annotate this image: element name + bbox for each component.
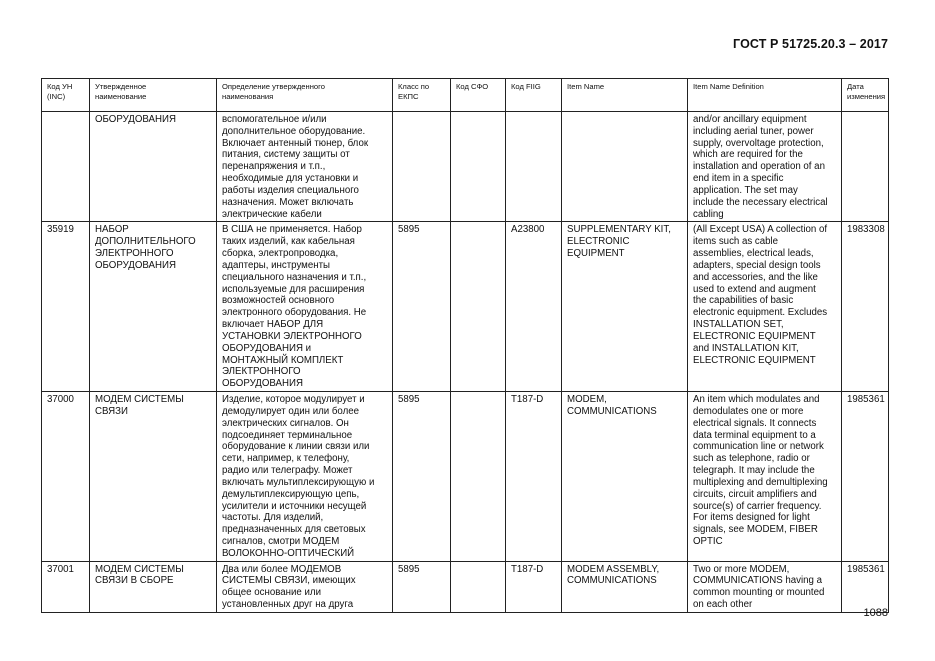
table-row xyxy=(42,561,889,612)
col-header-definition: Определение утвержденного наименования xyxy=(217,79,393,112)
cell-approved-name: НАБОР ДОПОЛНИТЕЛЬНОГО ЭЛЕКТРОННОГО ОБОРУДОВАНИЯ xyxy=(90,222,217,392)
table-row xyxy=(42,222,889,392)
cell-item-name-definition: and/or ancillary equipment including aerial tuner, power supply, overvoltage protection, which are required for the installation and operation of an end item in a specific application. The set may include the necessary electrical cabling xyxy=(688,112,842,222)
cell-fiig-code: T187-D xyxy=(506,561,562,612)
cell-sfo-code xyxy=(451,112,506,222)
cell-item-name: SUPPLEMENTARY KIT, ELECTRONIC EQUIPMENT xyxy=(562,222,688,392)
cell-change-date: 1985361 xyxy=(842,561,889,612)
col-header-fiig-code: Код FIIG xyxy=(506,79,562,112)
cell-change-date: 1985361 xyxy=(842,392,889,562)
classification-table xyxy=(41,78,889,613)
cell-ekps-class: 5895 xyxy=(393,392,451,562)
cell-ekps-class: 5895 xyxy=(393,222,451,392)
cell-inc: 37000 xyxy=(42,392,90,562)
cell-sfo-code xyxy=(451,222,506,392)
cell-change-date xyxy=(842,112,889,222)
table-row xyxy=(42,392,889,562)
col-header-item-name-definition: Item Name Definition xyxy=(688,79,842,112)
cell-item-name-definition: (All Except USA) A collection of items such as cable assemblies, electrical leads, adapters, special design tools and accessories, and the like used to extend and augment the capabilities of basic electronic equipment. Excludes INSTALLATION SET, ELECTRONIC EQUIPMENT and INSTALLATION KIT, ELECTRONIC EQUIPMENT xyxy=(688,222,842,392)
col-header-item-name: Item Name xyxy=(562,79,688,112)
cell-inc xyxy=(42,112,90,222)
cell-sfo-code xyxy=(451,392,506,562)
document-header: ГОСТ Р 51725.20.3 – 2017 xyxy=(733,37,888,51)
cell-sfo-code xyxy=(451,561,506,612)
cell-fiig-code: T187-D xyxy=(506,392,562,562)
page-number: 1088 xyxy=(863,607,888,619)
cell-inc: 37001 xyxy=(42,561,90,612)
col-header-approved-name: Утвержденное наименование xyxy=(90,79,217,112)
cell-inc: 35919 xyxy=(42,222,90,392)
cell-fiig-code: A23800 xyxy=(506,222,562,392)
cell-definition: Изделие, которое модулирует и демодулирует один или более электрических сигналов. Он подсоединяет терминальное оборудование к линии связи или сети, например, к телефону, радио или телеграфу. Может включать мультиплексирующую и демультиплексирующую цепь, усилители и источники несущей частоты. Для изделий, предназначенных для световых сигналов, смотри МОДЕМ ВОЛОКОННО-ОПТИЧЕСКИЙ xyxy=(217,392,393,562)
cell-change-date: 1983308 xyxy=(842,222,889,392)
cell-definition: вспомогательное и/или дополнительное оборудование. Включает антенный тюнер, блок питания, систему защиты от перенапряжения и т.п., необходимые для установки и работы изделия специального назначения. Может включать электрические кабели xyxy=(217,112,393,222)
cell-item-name-definition: Two or more MODEM, COMMUNICATIONS having a common mounting or mounted on each other xyxy=(688,561,842,612)
cell-ekps-class xyxy=(393,112,451,222)
cell-approved-name: ОБОРУДОВАНИЯ xyxy=(90,112,217,222)
cell-approved-name: МОДЕМ СИСТЕМЫ СВЯЗИ В СБОРЕ xyxy=(90,561,217,612)
col-header-inc: Код УН (INC) xyxy=(42,79,90,112)
table-row xyxy=(42,112,889,222)
cell-ekps-class: 5895 xyxy=(393,561,451,612)
col-header-sfo-code: Код СФО xyxy=(451,79,506,112)
cell-definition: В США не применяется. Набор таких изделий, как кабельная сборка, электропроводка, адаптеры, инструменты специального назначения и т.п., используемые для расширения возможностей основного электронного оборудования. Не включает НАБОР ДЛЯ УСТАНОВКИ ЭЛЕКТРОННОГО ОБОРУДОВАНИЯ и МОНТАЖНЫЙ КОМПЛЕКТ ЭЛЕКТРОННОГО ОБОРУДОВАНИЯ xyxy=(217,222,393,392)
cell-item-name xyxy=(562,112,688,222)
col-header-ekps-class: Класс по ЕКПС xyxy=(393,79,451,112)
cell-item-name-definition: An item which modulates and demodulates one or more electrical signals. It connects data terminal equipment to a communication line or network such as telephone, radio or telegraph. It may include the multiplexing and demultiplexing circuits, circuit amplifiers and source(s) of carrier frequency. For items designed for light signals, see MODEM, FIBER OPTIC xyxy=(688,392,842,562)
cell-item-name: MODEM ASSEMBLY, COMMUNICATIONS xyxy=(562,561,688,612)
cell-approved-name: МОДЕМ СИСТЕМЫ СВЯЗИ xyxy=(90,392,217,562)
col-header-change-date: Дата изменения xyxy=(842,79,889,112)
cell-item-name: MODEM, COMMUNICATIONS xyxy=(562,392,688,562)
cell-fiig-code xyxy=(506,112,562,222)
table-header-row xyxy=(42,79,889,112)
cell-definition: Два или более МОДЕМОВ СИСТЕМЫ СВЯЗИ, имеющих общее основание или установленных друг на друга xyxy=(217,561,393,612)
